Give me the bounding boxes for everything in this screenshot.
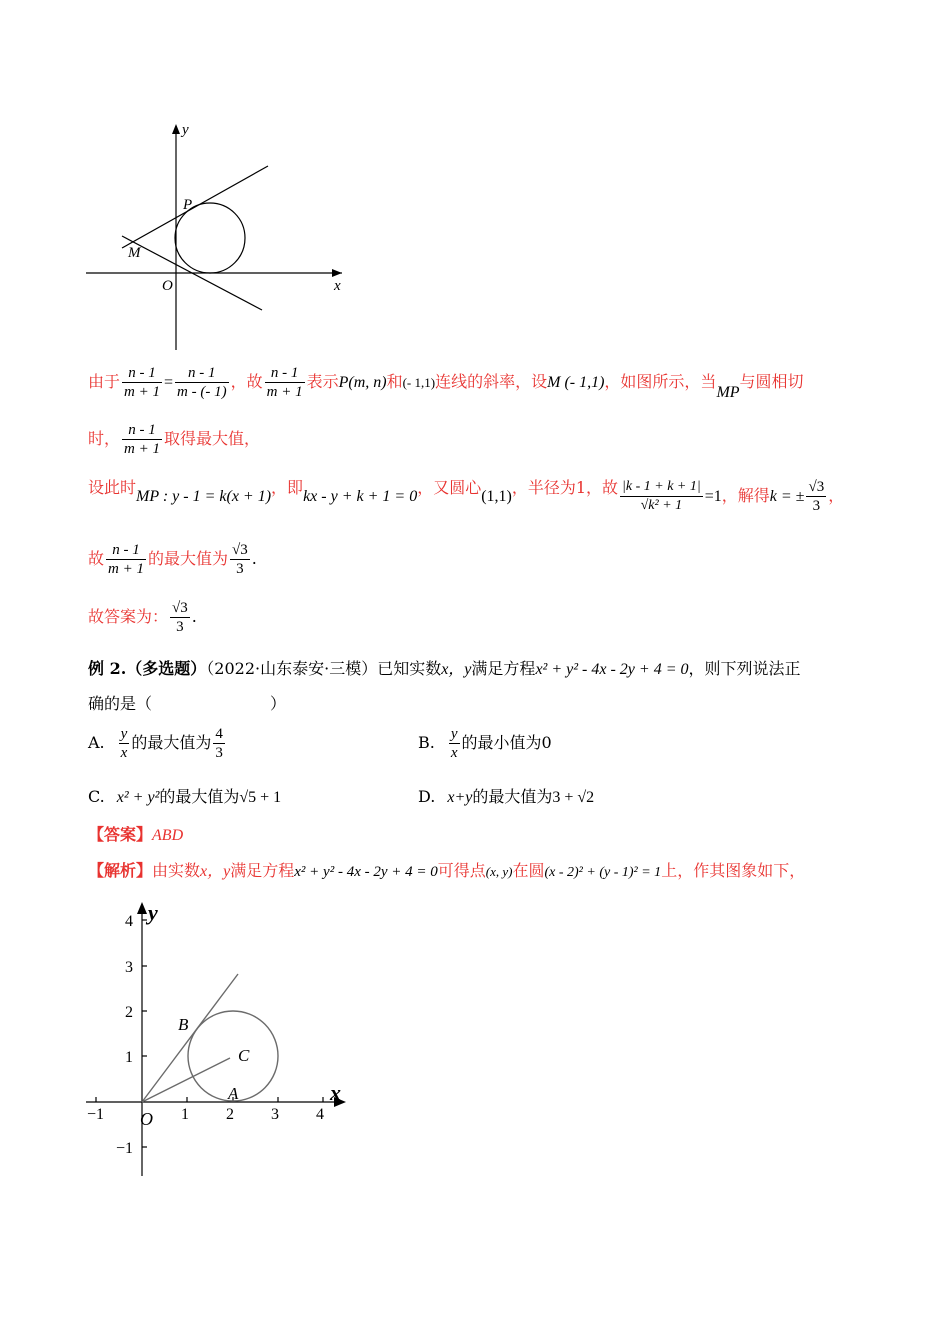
fig2-tick-y-4: 4 — [125, 913, 133, 930]
analysis-text-b: 满足方程 — [230, 861, 295, 880]
question-source: （2022·山东泰安·三模）已知实数 — [206, 659, 442, 678]
text-mid: 的最大值为 — [147, 549, 228, 568]
segment-mp: MP — [716, 384, 740, 401]
option-c-text: 的最大值为 — [159, 787, 240, 806]
text-comma: ， — [828, 486, 845, 505]
fig2-tick-x-neg1: −1 — [87, 1106, 105, 1123]
fraction-den: 3 — [812, 498, 821, 514]
fraction-den: m + 1 — [266, 384, 303, 400]
fraction-num: n - 1 — [175, 364, 229, 383]
distance-fraction — [620, 478, 703, 515]
option-b-text: 的最小值为0 — [461, 733, 552, 752]
fraction-num: n - 1 — [106, 541, 146, 560]
text-lead: 故答案为： — [88, 607, 169, 626]
text-ji: ，即 — [271, 478, 304, 497]
fraction-den: 3 — [236, 561, 244, 577]
fraction-num: y — [450, 726, 458, 742]
fraction-1 — [122, 364, 162, 401]
analysis-text-e: 上，作其图象如下， — [661, 861, 806, 880]
figure-1-tangent-diagram — [80, 118, 360, 358]
fraction-den: x — [450, 745, 458, 761]
fraction — [122, 421, 162, 458]
answer-fraction — [170, 599, 190, 636]
solution1-line5 — [88, 599, 197, 636]
question-type: （多选题） — [126, 659, 207, 678]
analysis-label: 【解析】 — [88, 861, 153, 880]
text-lead: 设此时 — [88, 478, 137, 497]
answer-value: ABD — [152, 827, 184, 844]
point-m-def: M (- 1,1) — [547, 374, 605, 391]
fraction-den: m + 1 — [124, 441, 160, 457]
fraction-den: √k² + 1 — [640, 498, 683, 513]
fraction-3 — [265, 364, 305, 401]
text-ask2: 确的是（ — [88, 694, 153, 713]
fraction-num: n - 1 — [122, 421, 162, 440]
fig2-tick-x-2: 2 — [226, 1106, 234, 1123]
option-a-fraction — [119, 725, 130, 762]
fraction-num: √3 — [172, 600, 188, 616]
option-a-label: A. — [88, 733, 105, 752]
fig2-tick-x-3: 3 — [271, 1106, 279, 1123]
k-value: k = ± — [769, 488, 805, 505]
text-ask2-end: ） — [270, 694, 287, 713]
fig1-axis-y-label: y — [182, 122, 189, 138]
analysis-equation: x² + y² - 4x - 2y + 4 = 0 — [294, 864, 438, 880]
fraction-num: √3 — [232, 542, 248, 558]
fraction-num: n - 1 — [122, 364, 162, 383]
fig1-point-p-label: P — [183, 197, 193, 213]
text-solve: ，解得 — [721, 486, 770, 505]
text-lead: 故 — [88, 549, 105, 568]
answer-label: 【答案】 — [88, 825, 153, 844]
fraction-num: y — [120, 726, 128, 742]
analysis-point: (x, y) — [485, 864, 513, 879]
given-equation: x² + y² - 4x - 2y + 4 = 0 — [535, 661, 689, 678]
example-label: 例 2. — [88, 659, 127, 678]
text-cond: 满足方程 — [471, 659, 536, 678]
equation-line-mp: MP : y - 1 = k(x + 1) — [136, 488, 272, 505]
center-point: (1,1) — [481, 488, 512, 505]
option-c-label: C. — [88, 787, 105, 806]
fraction-num: |k - 1 + k + 1| — [620, 478, 703, 497]
fig2-tick-x-1: 1 — [181, 1106, 189, 1123]
fig2-tick-y-3: 3 — [125, 959, 133, 976]
fig2-point-c-label: C — [238, 1046, 250, 1065]
fraction-den: m + 1 — [124, 384, 160, 400]
example2-stem-line2 — [88, 694, 286, 714]
analysis-vars: x，y — [200, 863, 231, 880]
analysis-text-d: 在圆 — [512, 861, 545, 880]
text-slope: 连线的斜率，设 — [435, 372, 548, 391]
variables: x，y — [441, 661, 472, 678]
text-center: ，又圆心 — [417, 478, 482, 497]
text-comma: ，故 — [230, 372, 263, 391]
option-c[interactable] — [88, 787, 281, 808]
fig2-tick-y-neg1: −1 — [116, 1140, 134, 1157]
text-tangent: 与圆相切 — [739, 372, 804, 391]
text-end: . — [251, 549, 257, 568]
analysis-circle-eq: (x - 2)² + (y - 1)² = 1 — [544, 865, 662, 880]
option-b[interactable] — [418, 725, 552, 762]
fig2-point-b-label: B — [178, 1015, 189, 1034]
fraction-den: 3 — [215, 745, 223, 761]
fig1-axis-x-label: x — [334, 278, 341, 294]
text-tail: 取得最大值， — [163, 429, 260, 448]
text-ask: ，则下列说法正 — [688, 659, 801, 678]
option-c-value: √5 + 1 — [239, 789, 282, 806]
text-and: 和 — [386, 372, 403, 391]
example2-stem-line1 — [88, 659, 801, 680]
fig1-point-m-label: M — [128, 245, 141, 261]
text-end: . — [191, 607, 197, 626]
fraction-den: 3 — [176, 619, 184, 635]
value-fraction — [230, 541, 250, 578]
text-radius: ，半径为1，故 — [511, 478, 619, 497]
equals-one: =1 — [704, 488, 722, 505]
text-lead: 由于 — [88, 372, 121, 391]
solution1-line3 — [88, 478, 844, 515]
point-neg1-1: (- 1,1) — [402, 375, 436, 390]
fraction-num: 4 — [215, 726, 223, 742]
option-d-text: 的最大值为 — [472, 787, 553, 806]
option-b-label: B. — [418, 733, 435, 752]
fraction — [106, 541, 146, 578]
analysis-line — [88, 861, 805, 883]
fig2-point-a-label: A — [228, 1084, 239, 1103]
option-c-expr: x² + y² — [116, 789, 160, 806]
fraction-den: m + 1 — [108, 561, 144, 577]
text-lead: 时， — [88, 429, 121, 448]
fig2-tick-y-1: 1 — [125, 1049, 133, 1066]
fig2-tick-x-4: 4 — [316, 1106, 324, 1123]
solution1-line1 — [88, 364, 804, 401]
fig2-axis-y-label: y — [148, 900, 158, 925]
option-d-value: 3 + √2 — [552, 789, 595, 806]
fig1-origin-label: O — [162, 278, 173, 294]
figure-2-circle-diagram — [80, 892, 360, 1182]
option-b-fraction — [449, 725, 460, 762]
fraction-num: n - 1 — [265, 364, 305, 383]
analysis-text-a: 由实数 — [152, 861, 201, 880]
point-p-mn: P(m, n) — [338, 374, 387, 391]
fraction-den: x — [120, 745, 128, 761]
option-d-expr: x+y — [447, 789, 473, 806]
option-a[interactable] — [88, 725, 227, 762]
solution1-line4 — [88, 541, 257, 578]
equation-line-general: kx - y + k + 1 = 0 — [303, 488, 418, 505]
solution1-line2 — [88, 421, 260, 458]
option-d[interactable] — [418, 787, 594, 808]
option-a-text: 的最大值为 — [131, 733, 212, 752]
text-figure: ，如图所示，当 — [604, 372, 717, 391]
analysis-text-c: 可得点 — [437, 861, 486, 880]
option-a-value — [213, 725, 225, 762]
answer-line — [88, 825, 183, 846]
k-fraction — [806, 478, 826, 515]
text-represents: 表示 — [306, 372, 339, 391]
option-d-label: D. — [418, 787, 436, 806]
fraction-num: √3 — [808, 479, 825, 495]
fig2-tick-y-2: 2 — [125, 1004, 133, 1021]
fig2-axis-x-label: x — [330, 1080, 341, 1105]
fraction-den: m - (- 1) — [177, 384, 227, 400]
fraction-2 — [175, 364, 229, 401]
equals-sign: = — [163, 374, 174, 391]
fig2-origin-label: O — [140, 1109, 153, 1129]
